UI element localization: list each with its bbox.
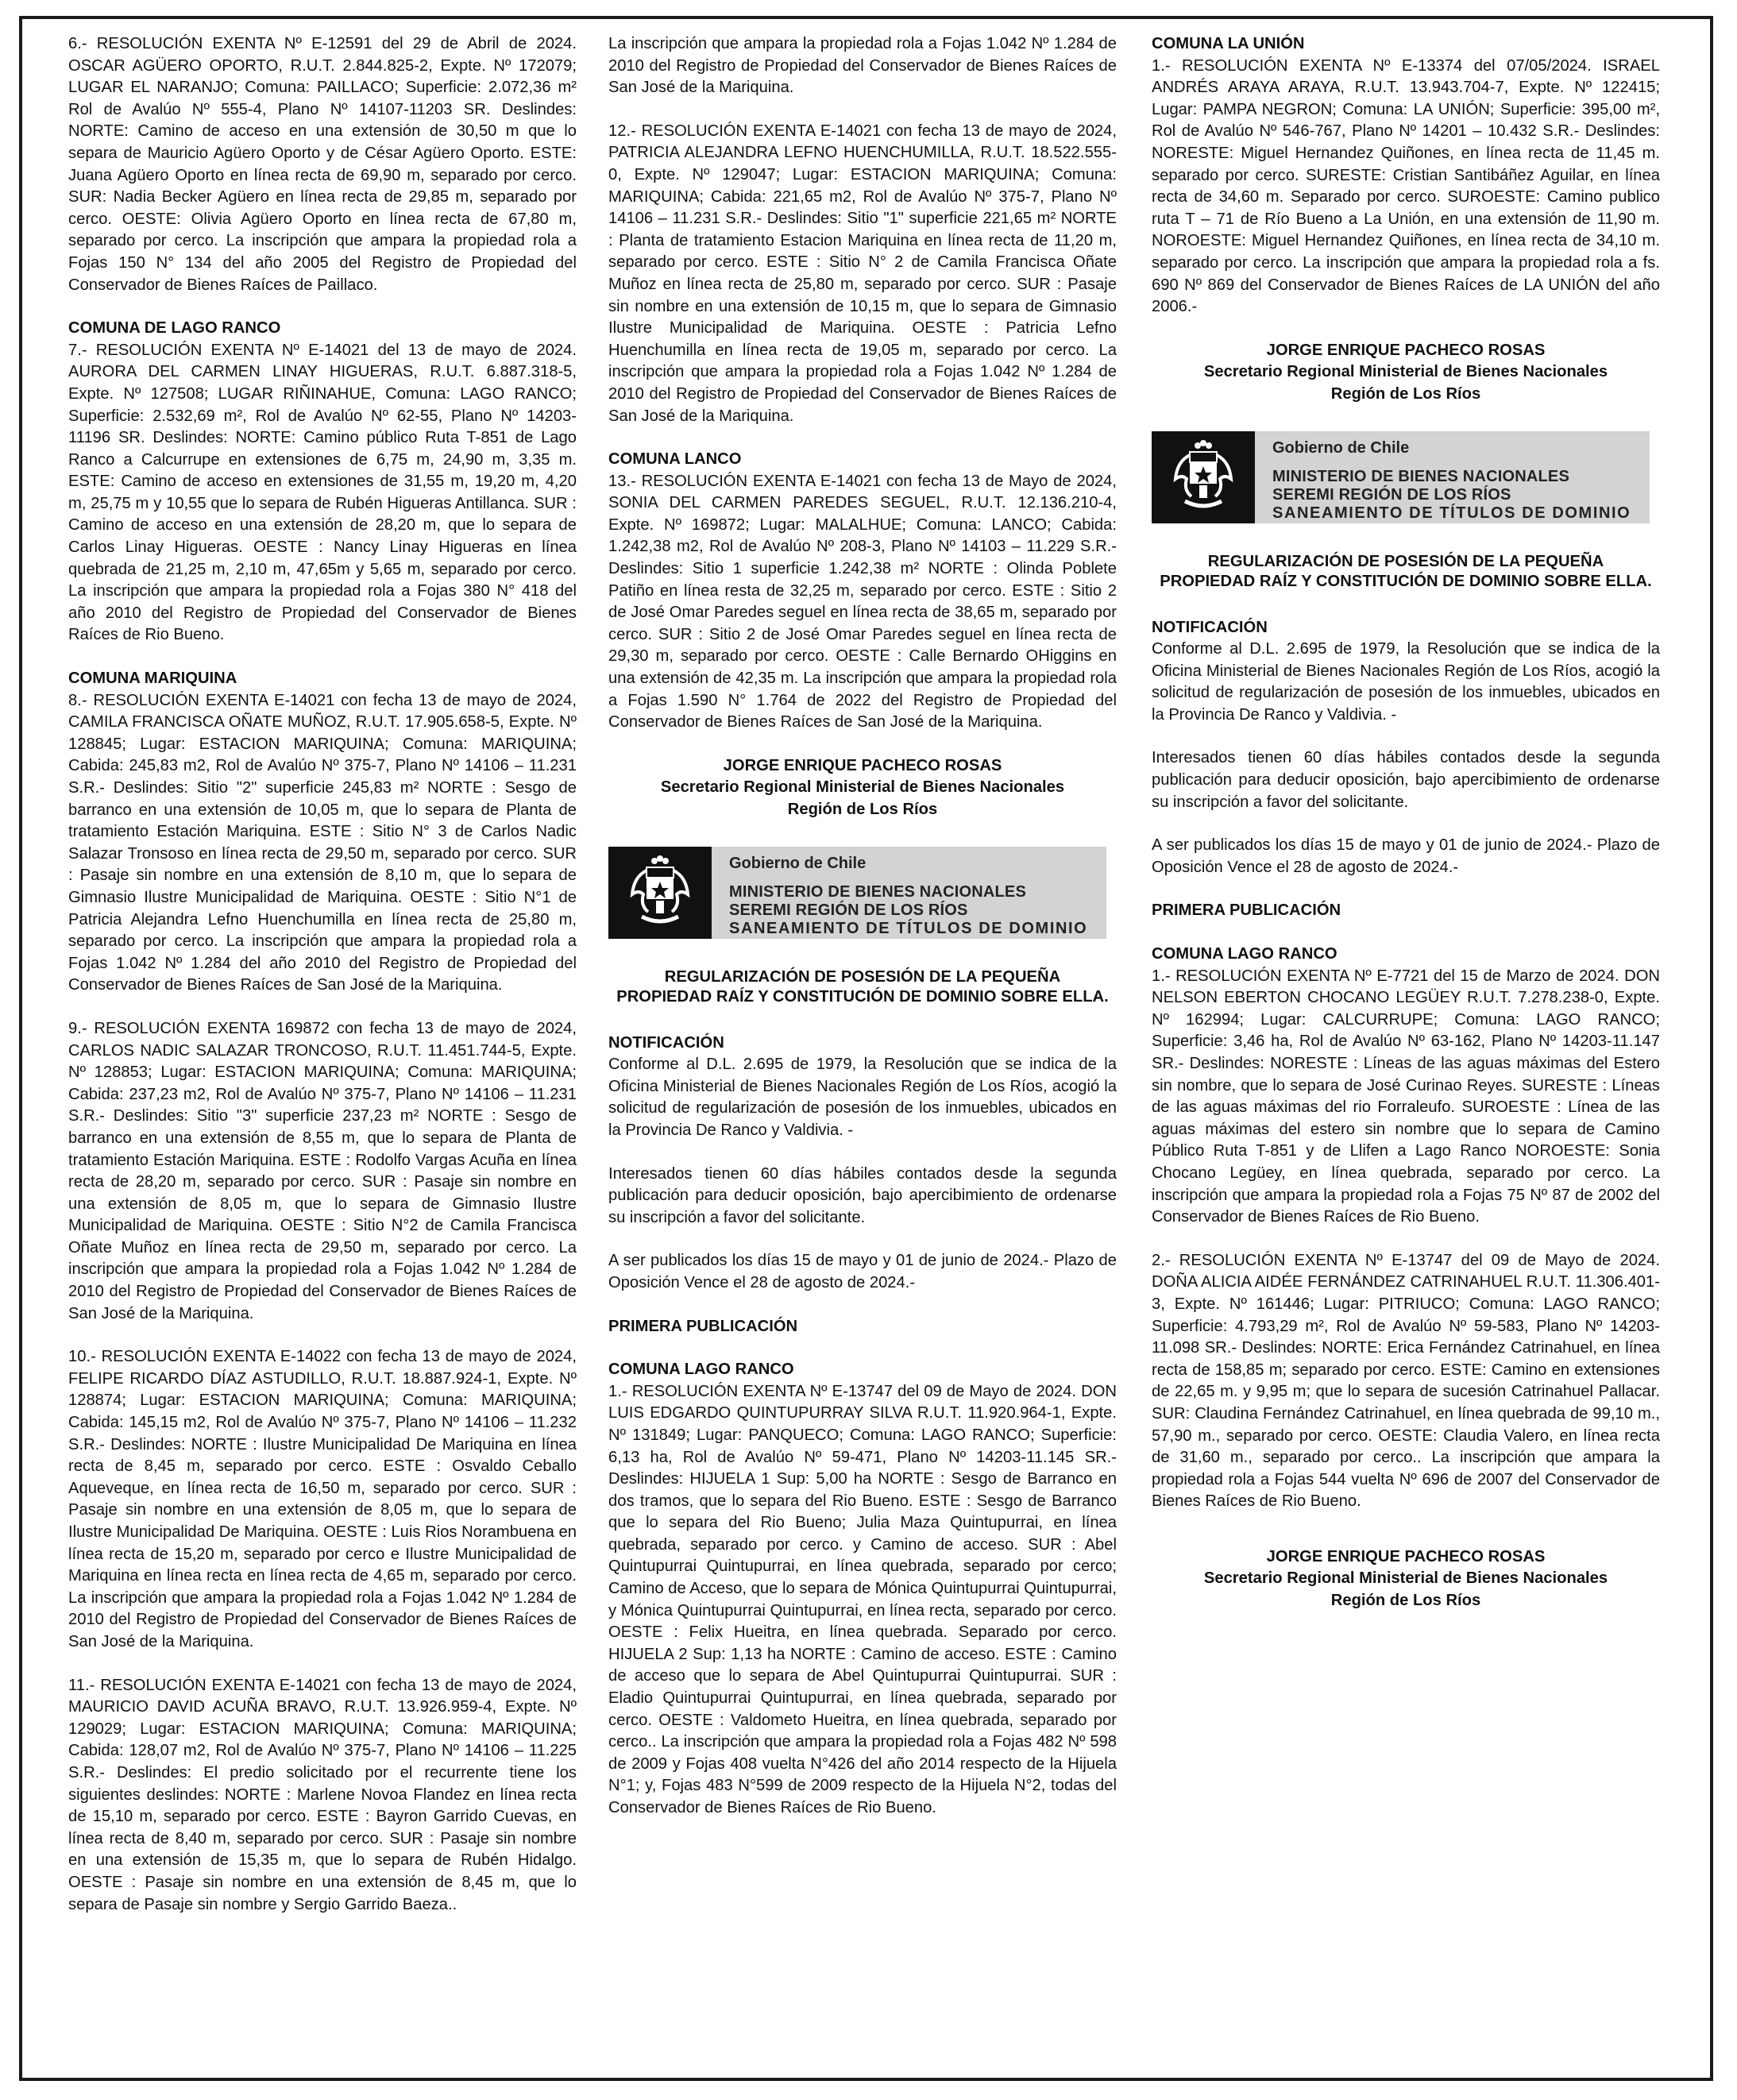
signature-title: Secretario Regional Ministerial de Bienes Nacionales	[660, 778, 1065, 797]
signature-block	[608, 755, 1117, 821]
signature-name: JORGE ENRIQUE PACHECO ROSAS	[723, 756, 1002, 774]
regularization-title-line-2: PROPIEDAD RAÍZ Y CONSTITUCIÓN DE DOMINIO SOBRE ELLA.	[616, 987, 1109, 1006]
entry-11-continued	[608, 33, 1117, 99]
regularization-title-line-2: PROPIEDAD RAÍZ Y CONSTITUCIÓN DE DOMINIO SOBRE ELLA.	[1160, 572, 1652, 590]
section-heading: COMUNA LAGO RANCO	[608, 1361, 794, 1379]
entry-lago-ranco-2	[1152, 1250, 1660, 1513]
notification-text: Conforme al D.L. 2.695 de 1979, la Resolución que se indica de la Oficina Ministerial de Bienes Nacionales Región de Los Ríos, acogió la solicitud de regularización de posesión de los inmuebles, ubicados en la Provincia De Ranco y Valdivia. -	[608, 1056, 1117, 1139]
emblem-program-label: SANEAMIENTO DE TÍTULOS DE DOMINIO	[729, 919, 1088, 937]
entry-text: 2.- RESOLUCIÓN EXENTA Nº E-13747 del 09 de Mayo de 2024. DOÑA ALICIA AIDÉE FERNÁNDEZ CATRINAHUEL R.U.T. 11.306.401-3, Expte. Nº 161446; Lugar: PITRIUCO; Comuna: LAGO RANCO; Superficie: 4.793,29 m², Rol de Avalúo Nº 59-583, Plano Nº 14203-11.098 SR.- Deslindes: NORTE: Erica Fernández Catrinahuel, en línea recta de 158,85 m; separado por cerco. ESTE: Camino en extensiones de 22,65 m. y 9,95 m; que lo separa de sucesión Catrinahuel Pallacar. SUR: Claudina Fernández Catrinahuel, en línea quebrada de 99,10 m., 57,90 m., separado por cerco. OESTE: Claudia Valero, en línea recta de 31,60 m., separado por cerco.. La inscripción que ampara la propiedad rola a Fojas 544 vuelta Nº 696 de 2007 del Conservador de Bienes Raíces de Rio Bueno.	[1152, 1251, 1660, 1511]
signature-region: Región de Los Ríos	[1330, 1592, 1481, 1610]
emblem-seremi-label: SEREMI REGIÓN DE LOS RÍOS	[729, 901, 968, 919]
emblem-government-label: Gobierno de Chile	[1272, 438, 1410, 457]
entry-text: 11.- RESOLUCIÓN EXENTA E-14021 con fecha 13 de mayo de 2024, MAURICIO DAVID ACUÑA BRAVO, R.U.T. 13.926.959-4, Expte. Nº 129029; Lugar: ESTACION MARIQUINA; Comuna: MARIQUINA; Cabida: 128,07 m2, Rol de Avalúo Nº 375-7, Plano Nº 14106 – 11.225 S.R.- Deslindes: El predio solicitado por el recurrente tiene los siguientes deslindes: NORTE : Marlene Novoa Flandez en línea recta de 15,10 m, separado por cerco. ESTE : Bayron Garrido Cuevas, en línea recta de 8,40 m, separado por cerco. SUR : Pasaje sin nombre en una extensión de 15,35 m, que lo separa de Rubén Hidalgo. OESTE : Pasaje sin nombre en una extensión de 8,45 m, que lo separa de Pasaje sin nombre y Sergio Garrido Baeza..	[68, 1676, 577, 1913]
signature-block	[1152, 340, 1660, 406]
notification-heading: NOTIFICACIÓN	[1152, 618, 1268, 636]
opposition-notice: Interesados tienen 60 días hábiles contados desde la segunda publicación para deducir oposición, bajo apercibimiento de ordenarse su inscripción a favor del solicitante.	[1152, 749, 1660, 811]
column-1	[68, 33, 577, 1937]
entry-8	[68, 668, 577, 997]
entry-la-union-1	[1152, 33, 1660, 318]
page-frame	[19, 16, 1713, 2081]
section-heading: COMUNA DE LAGO RANCO	[68, 319, 281, 338]
entry-6	[68, 33, 577, 296]
regularization-title	[608, 967, 1117, 1007]
signature-title: Secretario Regional Ministerial de Bienes Nacionales	[1203, 1569, 1608, 1588]
section-heading: COMUNA LAGO RANCO	[1152, 945, 1337, 963]
entry-12	[608, 121, 1117, 427]
publication-dates: A ser publicados los días 15 de mayo y 01 de junio de 2024.- Plazo de Oposición Vence el 28 de agosto de 2024.-	[608, 1252, 1117, 1291]
signature-region: Región de Los Ríos	[787, 801, 938, 818]
entry-text: La inscripción que ampara la propiedad rola a Fojas 1.042 Nº 1.284 de 2010 del Registro de Propiedad del Conservador de Bienes Raíces de San José de la Mariquina.	[608, 35, 1117, 97]
entry-11	[68, 1675, 577, 1917]
publication-dates: A ser publicados los días 15 de mayo y 01 de junio de 2024.- Plazo de Oposición Vence el 28 de agosto de 2024.-	[1152, 836, 1660, 876]
regularization-title-line-1: REGULARIZACIÓN DE POSESIÓN DE LA PEQUEÑA	[1207, 552, 1604, 570]
emblem-ministry-label: MINISTERIO DE BIENES NACIONALES	[1272, 467, 1570, 485]
government-emblem-banner	[1152, 431, 1650, 523]
section-heading: COMUNA LANCO	[608, 450, 742, 469]
entry-text: 6.- RESOLUCIÓN EXENTA Nº E-12591 del 29 de Abril de 2024. OSCAR AGÜERO OPORTO, R.U.T. 2.844.825-2, Expte. Nº 172079; LUGAR EL NARANJO; Comuna: PAILLACO; Superficie: 2.072,36 m² Rol de Avalúo Nº 555-4, Plano Nº 14107-11203 SR. Deslindes: NORTE: Camino de acceso en una extensión de 30,50 m que lo separa de Mauricio Agüero Oporto y de César Agüero Oporto. ESTE: Juana Agüero Oporto en línea recta de 69,90 m, separado por cerco. SUR: Nadia Becker Agüero en línea recta de 29,85 m, separado por cerco. OESTE: Olivia Agüero Oporto en línea recta de 67,80 m, separado por cerco. La inscripción que ampara la propiedad rola a Fojas 150 N° 134 del año 2005 del Registro de Propiedad del Conservador de Bienes Raíces de Paillaco.	[68, 35, 577, 294]
section-heading: COMUNA LA UNIÓN	[1152, 35, 1305, 52]
entry-lago-ranco-1	[1152, 944, 1660, 1229]
column-3	[1152, 33, 1660, 1638]
signature-title: Secretario Regional Ministerial de Bienes Nacionales	[1203, 363, 1608, 381]
entry-10	[68, 1346, 577, 1653]
entry-text: 12.- RESOLUCIÓN EXENTA E-14021 con fecha 13 de mayo de 2024, PATRICIA ALEJANDRA LEFNO HUENCHUMILLA, R.U.T. 18.522.555-0, Expte. Nº 129047; Lugar: ESTACION MARIQUINA; Comuna: MARIQUINA; Cabida: 221,65 m2, Rol de Avalúo Nº 375-7, Plano Nº 14106 – 11.231 S.R.- Deslindes: Sitio "1" superficie 221,65 m² NORTE : Planta de tratamiento Estacion Mariquina en línea recta de 11,20 m, separado por cerco. ESTE : Sitio N° 2 de Camila Francisca Oñate Muñoz en línea recta de 25,80 m, separado por cerco. SUR : Pasaje sin nombre en una extensión de 10,15 m, que lo separa de Gimnasio Ilustre Municipalidad de Mariquina. OESTE : Patricia Lefno Huenchumilla en línea recta de 19,05 m, separado por cerco. La inscripción que ampara la propiedad rola a Fojas 1.042 Nº 1.284 de 2010 del Registro de Propiedad del Conservador de Bienes Raíces de San José de la Mariquina.	[608, 122, 1117, 425]
chile-coat-of-arms-icon	[1152, 431, 1255, 523]
emblem-ministry-label: MINISTERIO DE BIENES NACIONALES	[729, 882, 1027, 901]
entry-text: 13.- RESOLUCIÓN EXENTA E-14021 con fecha 13 de Mayo de 2024, SONIA DEL CARMEN PAREDES SEGUEL, R.U.T. 12.136.210-4, Expte. Nº 169872; Lugar: MALALHUE; Comuna: LANCO; Cabida: 1.242,38 m2, Rol de Avalúo Nº 208-3, Plano Nº 14103 – 11.229 S.R.- Deslindes: Sitio 1 superficie 1.242,38 m² NORTE : Olinda Poblete Patiño en línea resta de 32,25 m, separado por cerco. ESTE : Sitio 2 de José Omar Paredes seguel en línea recta de 38,65 m, separado por cerco. SUR : Sitio 2 de José Omar Paredes seguel en línea recta de 29,30 m, separado por cerco. OESTE : Calle Bernardo OHiggins en una extensión de 42,35 m. La inscripción que ampara la propiedad rola a Fojas 1.590 N° 1.764 de 2022 del Registro de Propiedad del Conservador de Bienes Raíces de San José de la Mariquina.	[608, 472, 1117, 732]
entry-7	[68, 318, 577, 647]
section-heading: COMUNA MARIQUINA	[68, 670, 237, 688]
column-2	[608, 33, 1117, 1841]
government-emblem-banner	[608, 847, 1106, 939]
opposition-notice: Interesados tienen 60 días hábiles contados desde la segunda publicación para deducir oposición, bajo apercibimiento de ordenarse su inscripción a favor del solicitante.	[608, 1164, 1117, 1226]
entry-text: 7.- RESOLUCIÓN EXENTA Nº E-14021 del 13 de mayo de 2024. AURORA DEL CARMEN LINAY HIGUERAS, R.U.T. 6.887.318-5, Expte. Nº 127508; LUGAR RIÑINAHUE, Comuna: LAGO RANCO; Superficie: 2.532,69 m², Rol de Avalúo Nº 62-55, Plano Nº 14203-11196 SR. Deslindes: NORTE: Camino público Ruta T-851 de Lago Ranco a Calcurrupe en extensiones de 6,75 m, 24,90 m, 3,35 m. ESTE: Camino de acceso en extensiones de 31,55 m, 19,20 m, 4,20 m, 25,75 m y 10,55 que lo separa de Rubén Higueras Antillanca. SUR : Camino de acceso en una extensión de 28,20 m, que lo separa de Carlos Linay Higueras. OESTE : Nancy Linay Higueras en línea quebrada de 21,25 m, 2,10 m, 47,65m y 5,65 m, separado por cerco. La inscripción que ampara la propiedad rola a Fojas 380 N° 418 del año 2010 del Registro de Propiedad del Conservador de Bienes Raíces de Rio Bueno.	[68, 341, 577, 644]
first-publication-heading: PRIMERA PUBLICACIÓN	[608, 1317, 798, 1335]
entry-text: 8.- RESOLUCIÓN EXENTA E-14021 con fecha 13 de mayo de 2024, CAMILA FRANCISCA OÑATE MUÑOZ, R.U.T. 17.905.658-5, Expte. Nº 128845; Lugar: ESTACION MARIQUINA; Comuna: MARIQUINA; Cabida: 245,83 m2, Rol de Avalúo Nº 375-7, Plano Nº 14106 – 11.231 S.R.- Deslindes: Sitio "2" superficie 245,83 m² NORTE : Sesgo de barranco en una extensión de 10,05 m, que lo separa de Planta de tratamiento Estación Mariquina. ESTE : Sitio N° 3 de Carlos Nadic Salazar Tronsoso en línea recta de 29,50 m, separado por cerco. SUR : Pasaje sin nombre en una extensión de 8,10 m, que lo separa de Gimnasio Ilustre Municipalidad de Mariquina. OESTE : Sitio N°1 de Patricia Alejandra Lefno Huenchumilla en línea recta de 25,80 m, separado por cerco. La inscripción que ampara la propiedad rola a Fojas 1.042 Nº 1.284 del año 2010 del Registro de Propiedad del Conservador de Bienes Raíces de San José de la Mariquina.	[68, 691, 577, 994]
entry-text: 10.- RESOLUCIÓN EXENTA E-14022 con fecha 13 de mayo de 2024, FELIPE RICARDO DÍAZ ASTUDILLO, R.U.T. 18.887.924-1, Expte. Nº 128874; Lugar: ESTACION MARIQUINA; Comuna: MARIQUINA; Cabida: 145,15 m2, Rol de Avalúo Nº 375-7, Plano Nº 14106 – 11.232 S.R.- Deslindes: NORTE : Ilustre Municipalidad De Mariquina en línea recta de 8,45 m, separado por cerco. ESTE : Osvaldo Ceballo Aqueveque, en línea recta de 16,50 m, separado por cerco. SUR : Pasaje sin nombre en una extensión de 8,05 m, que lo separa de Ilustre Municipalidad De Mariquina. OESTE : Luis Rios Norambuena en línea recta de 15,20 m, separado por cerco e Ilustre Municipalidad de Mariquina en línea recta en línea recta de 4,65 m, separado por cerco. La inscripción que ampara la propiedad rola a Fojas 1.042 Nº 1.284 de 2010 del Registro de Propiedad del Conservador de Bienes Raíces de San José de la Mariquina.	[68, 1348, 577, 1650]
entry-text: 1.- RESOLUCIÓN EXENTA Nº E-13747 del 09 de Mayo de 2024. DON LUIS EDGARDO QUINTUPURRAY SILVA R.U.T. 11.920.964-1, Expte. Nº 131849; Lugar: PANQUECO; Comuna: LAGO RANCO; Superficie: 6,13 ha, Rol de Avalúo Nº 59-471, Plano Nº 14203-11.145 SR.- Deslindes: HIJUELA 1 Sup: 5,00 ha NORTE : Sesgo de Barranco en dos tramos, que lo separa del Rio Bueno. ESTE : Sesgo de Barranco que lo separa del Rio Bueno; Julia Maza Quintupurrai, en línea quebrada, separado por cerco. y Camino de acceso. SUR : Abel Quintupurrai Quintupurrai, en línea quebrada, separado por cerco; Camino de Acceso, que lo separa de Mónica Quintupurrai Quintupurrai, y Mónica Quintupurrai Quintupurrai, en línea recta, separado por cerco. OESTE : Felix Hueitra, en línea quebrada. Separado por cerco. HIJUELA 2 Sup: 1,13 ha NORTE : Camino de acceso. ESTE : Camino de acceso que lo separa de Abel Quintupurrai Quintupurrai. SUR : Eladio Quintupurrai Quintupurrai, en línea quebrada, separado por cerco. OESTE : Valdometo Hueitra, en línea quebrada, separado por cerco.. La inscripción que ampara la propiedad rola a Fojas 482 Nº 598 de 2009 y Fojas 408 vuelta N°426 del año 2014 respecto de la Hijuela N°1; y, Fojas 483 N°599 de 2009 respecto de la Hijuela N°2, todas del Conservador de Bienes Raíces de Rio Bueno.	[608, 1382, 1117, 1816]
signature-block	[1152, 1546, 1660, 1612]
signature-region: Región de Los Ríos	[1330, 384, 1481, 403]
emblem-government-label: Gobierno de Chile	[729, 854, 867, 872]
entry-text: 9.- RESOLUCIÓN EXENTA 169872 con fecha 13 de mayo de 2024, CARLOS NADIC SALAZAR TRONCOSO, R.U.T. 11.451.744-5, Expte. Nº 128853; Lugar: ESTACION MARIQUINA; Comuna: MARIQUINA; Cabida: 237,23 m2, Rol de Avalúo Nº 375-7, Plano Nº 14106 – 11.231 S.R.- Deslindes: Sitio "3" superficie 237,23 m² NORTE : Sesgo de barranco en una extensión de 8,55 m, que lo separa de Planta de tratamiento Estación Mariquina. ESTE : Rodolfo Vargas Acuña en línea recta de 28,20 m, separado por cerco. SUR : Pasaje sin nombre en una extensión de 8,05 m, que lo separa de Gimnasio Ilustre Municipalidad de Mariquina. OESTE : Sitio N°2 de Camila Francisca Oñate Muñoz en línea recta de 29,50 m, separado por cerco. La inscripción que ampara la propiedad rola a Fojas 1.042 Nº 1.284 de 2010 del Registro de Propiedad del Conservador de Bienes Raíces de San José de la Mariquina.	[68, 1019, 577, 1322]
notification-text: Conforme al D.L. 2.695 de 1979, la Resolución que se indica de la Oficina Ministerial de Bienes Nacionales Región de Los Ríos, acogió la solicitud de regularización de posesión de los inmuebles, ubicados en la Provincia De Ranco y Valdivia. -	[1152, 640, 1660, 724]
notification-heading: NOTIFICACIÓN	[608, 1033, 724, 1052]
emblem-program-label: SANEAMIENTO DE TÍTULOS DE DOMINIO	[1272, 504, 1631, 522]
signature-name: JORGE ENRIQUE PACHECO ROSAS	[1266, 1547, 1546, 1565]
entry-13	[608, 449, 1117, 734]
chile-coat-of-arms-icon	[608, 847, 712, 939]
emblem-seremi-label: SEREMI REGIÓN DE LOS RÍOS	[1272, 485, 1511, 504]
signature-name: JORGE ENRIQUE PACHECO ROSAS	[1266, 341, 1546, 359]
first-publication-heading: PRIMERA PUBLICACIÓN	[1152, 901, 1341, 920]
regularization-title	[1152, 552, 1660, 592]
entry-text: 1.- RESOLUCIÓN EXENTA Nº E-7721 del 15 de Marzo de 2024. DON NELSON EBERTON CHOCANO LEGÜEY R.U.T. 7.278.238-0, Expte. Nº 162994; Lugar: CALCURRUPE; Comuna: LAGO RANCO; Superficie: 3,46 ha, Rol de Avalúo Nº 63-162, Plano Nº 14203-11.147 SR.- Deslindes: NORESTE : Líneas de las aguas máximas del Estero sin nombre, que lo separa de José Curinao Reyes. SURESTE : Líneas de las aguas máximas del rio Forraleufo. SUROESTE : Línea de las aguas máximas del estero sin nombre que lo separa de Camino Público Ruta T-851 y de Llifen a Lago Ranco NOROESTE: Sonia Chocano Legüey, en línea quebrada, separado por cerco. La inscripción que ampara la propiedad rola a Fojas 75 Nº 87 de 2002 del Conservador de Bienes Raíces de Rio Bueno.	[1152, 967, 1660, 1226]
entry-lago-ranco-1	[608, 1359, 1117, 1819]
regularization-title-line-1: REGULARIZACIÓN DE POSESIÓN DE LA PEQUEÑA	[664, 967, 1061, 986]
entry-9	[68, 1018, 577, 1325]
entry-text: 1.- RESOLUCIÓN EXENTA Nº E-13374 del 07/05/2024. ISRAEL ANDRÉS ARAYA ARAYA, R.U.T. 13.943.704-7, Expte. Nº 122415; Lugar: PAMPA NEGRON; Comuna: LA UNIÓN; Superficie: 395,00 m², Rol de Avalúo Nº 546-767, Plano Nº 14201 – 10.432 S.R.- Deslindes: NORESTE: Miguel Hernandez Quiñones, en línea recta de 11,45 m. separado por cerco. SURESTE: Cristian Santibáñez Aguilar, en línea recta de 34,60 m. Separado por cerco. SUROESTE: Camino publico ruta T – 71 de Río Bueno a La Unión, en una extensión de 11,90 m. NOROESTE: Miguel Hernandez Quiñones, en línea recta de 34,10 m. separado por cerco. La inscripción que ampara la propiedad rola a fs. 690 Nº 869 del Conservador de Bienes Raíces de LA UNIÓN del año 2006.-	[1152, 56, 1660, 316]
